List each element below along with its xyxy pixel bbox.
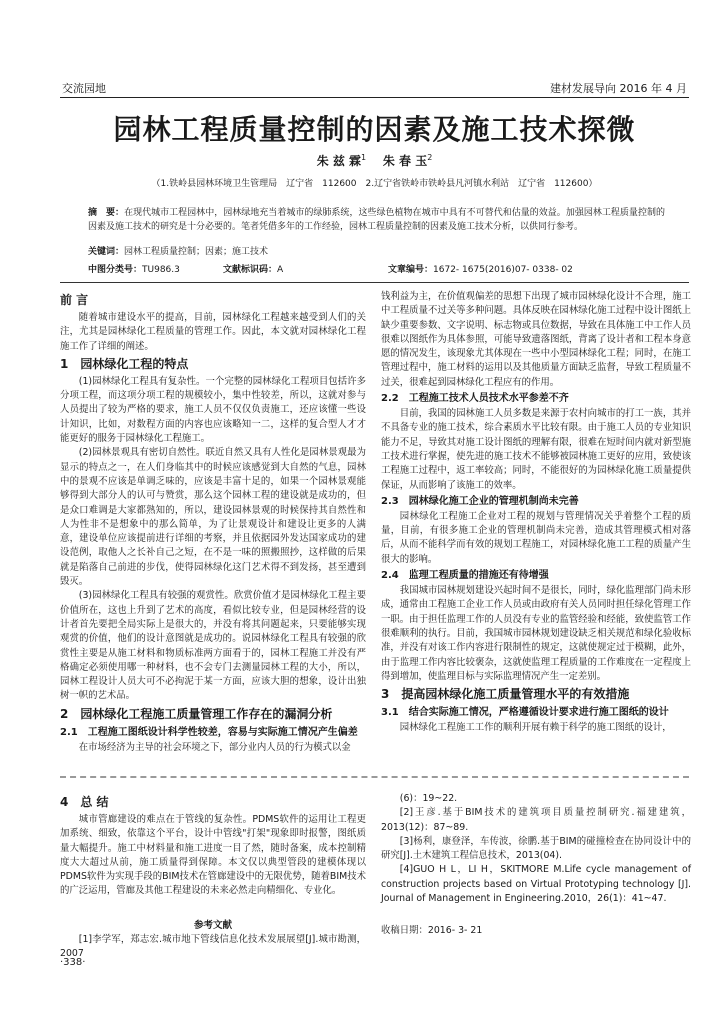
keywords-label: 关键词： [88, 247, 125, 257]
affiliation: （1.铁岭县园林环境卫生管理局 辽宁省 112600 2.辽宁省铁岭市铁岭县凡河镇水利站 辽宁省 112600） [151, 179, 598, 189]
paragraph: 城市管廊建设的难点在于管线的复杂性。PDMS软件的运用让工程更加系统、细致，依靠这个平台，设计中管线"打架"现象即时报警，图纸质量大幅提升。施工中材料量和施工进度一目了然，随时备案，成本控制精度大大超过从前，施工质量得到保障。本文仅以典型管段的建模体现以PDMS软件为实现手段的BIM技术在管廊建设中的无限优势，随着BIM技术的广泛运用，管廊及其他工程建设的未来必然走向精细化、专业化。 [60, 814, 366, 897]
paragraph: (3)园林绿化工程具有较强的观赏性。欣赏价值才是园林绿化工程主要价值所在，这也上升到了艺术的高度，看似比较专业，但是园林经营的设计者首先要把全局实际上是很大的，并没有将其问题起来，只要能够实现观赏的价值，他们的设计意图就是成功的。说园林绿化工程具有较强的欣赏性主要是从施工材料和物质标准两方面看于的，园林工程施工并没有严格确定必须使用哪一种材料，也不会专门去测量园林工程的大小，所以，园林工程设计人员大可不必拘泥于某一方面，应该大胆的想象，设计出独树一帜的艺术品。 [60, 590, 366, 702]
paragraph: (1)园林绿化工程具有复杂性。一个完整的园林绿化工程项目包括许多分项工程，而这项分项工程的规模较小，集中性较差，所以，这就对参与人员提出了较为严格的要求，施工人员不仅仅负责施工，还应该懂一些设计知识，比如，对数程方面的内容也应该略知一二，这样的复合型人才才能更好的服务于园林绿化工程施工。 [60, 375, 366, 445]
article-id-label: 文章编号： [388, 265, 434, 275]
section-heading-1: 1 园林绿化工程的特点 [60, 356, 189, 371]
section-heading-3: 3 提高园林绿化施工质量管理水平的有效措施 [381, 687, 630, 702]
doc-code-value: A [277, 265, 284, 275]
subsection-heading-2-4: 2.4 监理工程质量的措施还有待增强 [381, 570, 549, 582]
prev-article-column-left [60, 792, 366, 962]
article-title: 园林工程质量控制的因素及施工技术探微 [113, 113, 636, 146]
author-2: 朱 春 玉 [382, 154, 428, 168]
classification-row [88, 262, 665, 275]
subsection-heading-2-3: 2.3 园林绿化施工企业的管理机制尚未完善 [381, 495, 579, 507]
article-id-value: 1672- 1675(2016)07- 0338- 02 [433, 265, 573, 275]
abstract-label: 摘 要： [88, 208, 125, 218]
paragraph: (2)园林景观具有密切自然性。联近自然又具有人性化是园林景观最为显示的特点之一，在人们身临其中的时候应该感觉到大自然的气息，园林中的景观不应该是单调乏味的，应该是丰富十足的，如果一个园林景观能够得到大部分人的认可与赞赏，那么这个园林工程的建设就是成功的，但是众口难调是大家都熟知的，所以，建设园林景观的时候保持其自然性和人为性非不是想象中的那么简单，为了让景观设计和建设让更多的人满意，建设单位应该提前进行详细的考察，并且依据园外发达国家成功的建设范例，取他人之长补自己之短，在不是一味的照搬照抄，这样做的后果就是陷落自己前进的步伐，使得园林绿化这门艺术得不到发扬，甚至遭到毁灭。 [60, 447, 366, 588]
paragraph: 我国城市园林规划建设兴起时间不是很长，同时，绿化监理部门尚未形成，通常由工程施工企业工作人员或由政府有关人员同时担任绿化管理工作一职。由于担任监理工作的人员没有专业的监管经验和经能，致使监管工作很难顺利的执行。目前，我国城市园林规划建设缺乏相关规范和绿化验收标准，并没有对该工作内容进行限制性的规定，这就使规定过于模糊，此外，由于监理工作内容比较褒杂，这就使监理工程质量的工作难度在一定程度上得到增加，使监理目标与实际监理情况产生一定差别。 [381, 585, 691, 682]
keywords-text: 园林工程质量控制；因素；施工技术 [124, 247, 269, 257]
paragraph: 园林绿化工程施工工作的顺利开展有赖于科学的施工图纸的设计， [399, 722, 672, 734]
author-1-mark: 1 [361, 153, 367, 162]
section-heading-2: 2 园林绿化工程施工质量管理工作存在的漏洞分析 [60, 706, 333, 721]
paragraph: 目前，我国的园林施工人员多数是来源于农村向城市的打工一族，其并不具备专业的施工技术，综合素质水平比较有限。由于施工人员的专业知识能力不足，导致其对施工设计图纸的理解有限，很难在短时间内就对新型施工技术进行掌握，使先进的施工技术不能够被园林施工更好的应用，致使该工程施工过程中，返工率较高；同时，不能很好的为园林绿化施工质量提供保证，从而影响了该施工的效率。 [381, 408, 691, 491]
section-heading-4: 4 总 结 [60, 795, 109, 809]
references-title: 参考文献 [193, 919, 232, 931]
article-divider [60, 776, 689, 778]
subsection-heading-3-1: 3.1 结合实际施工情况，严格遵循设计要求进行施工图纸的设计 [381, 707, 669, 719]
reference-item: [2]王彦.基于BIM技术的建筑项目质量控制研究.福建建筑，2013(12)：87~89. [381, 807, 691, 833]
abstract [88, 206, 665, 234]
clc-label: 中图分类号： [88, 265, 143, 275]
subsection-heading-2-1: 2.1 工程施工图纸设计科学性较差，容易与实际施工情况产生偏差 [60, 726, 358, 738]
reference-item: [1]李学军，郑志宏.城市地下管线信息化技术发展展望[J].城市勘测，2007 [60, 934, 366, 960]
body-column-right [381, 290, 691, 735]
reference-item: [4]GUO H L，LI H，SKITMORE M.Life cycle management of construction projects based on Virtual Prototyping technology [J]. Journal of Management in Engineering.2010，26(1)：41~47. [381, 864, 691, 905]
section-heading-preface: 前 言 [60, 293, 89, 307]
page-number: ·338· [60, 957, 86, 968]
doc-code-label: 文献标识码： [223, 265, 278, 275]
abstract-text: 在现代城市工程园林中，园林绿地充当着城市的绿肺系统，这些绿色植物在城市中具有不可替代和估量的效益。加强园林工程质量控制的因素及施工技术的研究是十分必要的。笔者凭借多年的工作经验，园林工程质量控制的因素及施工技术分析，以供同行参考。 [88, 208, 665, 232]
author-1: 朱 兹 霖 [316, 154, 362, 168]
reference-item: [3]杨利，康登泽，车传波，徐鹏.基于BIM的碰撞检查在协同设计中的研究[J].土木建筑工程信息技术，2013(04). [381, 835, 691, 862]
header-journal-issue: 建材发展导向 2016 年 4 月 [550, 82, 687, 95]
paragraph: 在市场经济为主导的社会环境之下，部分业内人员的行为模式以金 [78, 741, 351, 753]
received-date: 收稿日期：2016- 3- 21 [381, 925, 483, 937]
header-rule [60, 97, 689, 98]
paragraph: 钱利益为主，在价值观偏差的思想下出现了城市园林绿化设计不合理，施工中工程质量不过关等多种问题。具体反映在园林绿化施工过程中设计图纸上缺少重要参数、文字说明、标志物或具位数据，导致在具体施工中工作人员很难以图纸作为具体参照，可能导致遗落图纸，背离了设计者和工程本身意愿的情况发生，该现象尤其体现在一些中小型园林绿化工程；同时，在施工管理过程中，施工材料的运用以及其他质量方面缺乏监督，导致工程质量不过关，很难起到园林绿化工程应有的作用。 [381, 291, 691, 388]
keywords [88, 244, 665, 257]
paragraph: 随着城市建设水平的提高，目前，园林绿化工程越来越受到人们的关注，尤其是园林绿化工程质量的管理工作。因此，本文就对园林绿化工程施工作了详细的阐述。 [60, 312, 366, 352]
abstract-rule [60, 282, 689, 283]
header-section-label: 交流园地 [62, 82, 106, 95]
clc-value: TU986.3 [142, 265, 180, 275]
author-line [60, 152, 689, 169]
body-column-left [60, 290, 366, 755]
subsection-heading-2-2: 2.2 工程施工技术人员技术水平参差不齐 [381, 393, 569, 405]
prev-article-column-right [381, 792, 691, 939]
reference-item: (6)：19~22. [399, 793, 458, 804]
author-2-mark: 2 [427, 153, 433, 162]
paragraph: 园林绿化工程施工企业对工程的规划与管理情况关乎着整个工程的质量，目前，有很多施工企业的管理机制尚未完善，造成其管理模式相对落后，从而不能科学而有效的规划工程施工，对园林绿化施工工程的质量产生很大的影响。 [381, 510, 691, 565]
